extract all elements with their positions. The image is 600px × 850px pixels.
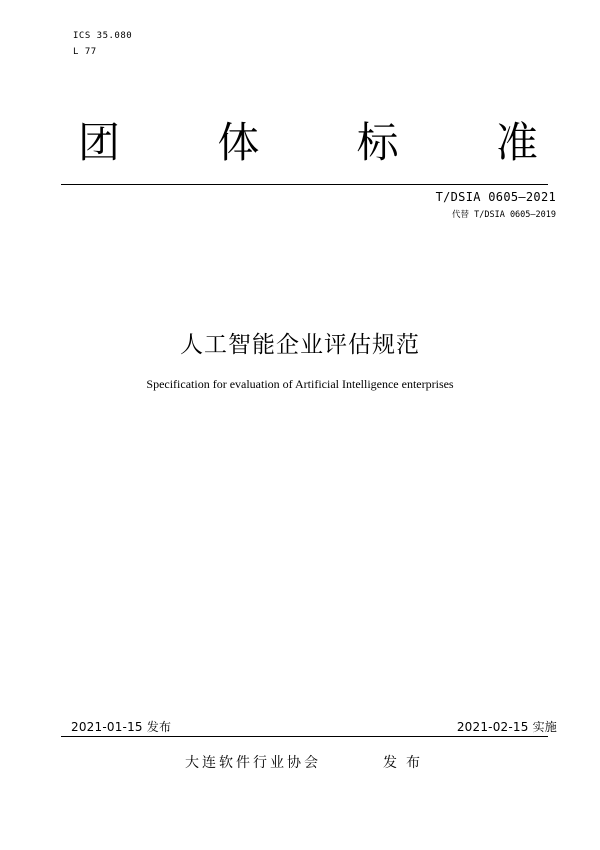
top-divider (61, 184, 548, 185)
bottom-divider (61, 736, 548, 737)
replaced-standard: 代替 T/DSIA 0605—2019 (452, 210, 556, 220)
document-type-heading (68, 118, 548, 168)
ccs-code: L 77 (73, 47, 97, 57)
document-type-char: 团 (77, 118, 120, 167)
document-title-en: Specification for evaluation of Artificial Intelligence enterprises (146, 377, 454, 391)
document-type-char: 标 (356, 118, 399, 167)
standard-number: T/DSIA 0605—2021 (435, 190, 556, 204)
document-title-zh: 人工智能企业评估规范 (180, 332, 420, 358)
publish-date: 2021-01-15 发布 (71, 720, 172, 734)
document-type-char: 准 (495, 118, 538, 167)
implement-date: 2021-02-15 实施 (456, 720, 557, 734)
ics-code: ICS 35.080 (73, 31, 133, 41)
issuer-name: 大连软件行业协会 (185, 755, 321, 771)
issuer-action: 发布 (383, 755, 429, 771)
document-type-char: 体 (217, 118, 260, 167)
